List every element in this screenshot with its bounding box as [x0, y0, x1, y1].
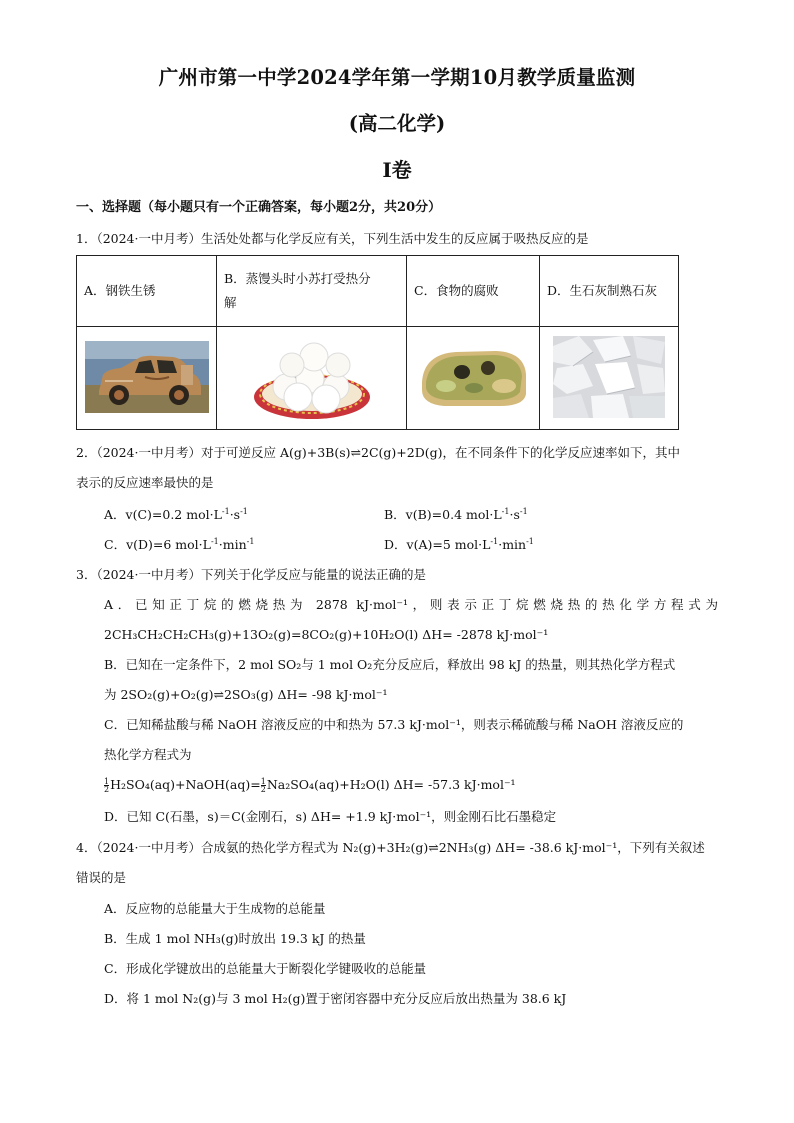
q4-option-b: B．生成 1 mol NH₃(g)时放出 19.3 kJ 的热量	[104, 931, 366, 946]
q3-stem: 3．（2024·一中月考）下列关于化学反应与能量的说法正确的是	[76, 567, 426, 582]
volume-heading: I卷	[382, 158, 412, 182]
q1-image-b-cell	[217, 327, 407, 430]
q3-option-b-line1: B．已知在一定条件下，2 mol SO₂与 1 mol O₂充分反应后，释放出 98 kJ 的热量，则其热化学方程式	[104, 657, 676, 672]
q1-option-d	[540, 256, 679, 327]
q4-option-d: D．将 1 mol N₂(g)与 3 mol H₂(g)置于密闭容器中充分反应后放出热量为 38.6 kJ	[104, 991, 567, 1006]
q1-option-d-label: D．生石灰制熟石灰	[547, 283, 658, 298]
section-heading: 一、选择题（每小题只有一个正确答案，每小题2分，共20分）	[76, 200, 442, 215]
q1-stem: 1．（2024·一中月考）生活处处都与化学反应有关，下列生活中发生的反应属于吸热反应的是	[76, 231, 589, 246]
q1-option-b-label-2: 解	[224, 295, 237, 310]
q1-option-b-label-1: B．蒸馒头时小苏打受热分	[224, 271, 371, 286]
q3-option-c-line2: 热化学方程式为	[104, 747, 192, 762]
q2-option-d: D．v(A)=5 $mol\cdot L^{-1}\cdot\min^{-1}$	[384, 536, 534, 552]
q1-option-a	[77, 256, 217, 327]
q1-image-c-cell	[407, 327, 540, 430]
q4-option-c: C．形成化学键放出的总能量大于断裂化学键吸收的总能量	[104, 961, 427, 976]
q4-stem-line1: 4．（2024·一中月考）合成氨的热化学方程式为 N₂(g)+3H₂(g)⇌2NH₃(g) ΔH= -38.6 kJ·mol⁻¹，下列有关叙述	[76, 840, 705, 855]
q2-option-b: B．v(B)=0.4 $mol\cdot L^{-1}\cdot s^{-1}$	[384, 506, 528, 522]
q1-option-a-label: A．钢铁生锈	[84, 283, 156, 298]
quicklime-image	[553, 336, 665, 418]
q2-option-a: A．v(C)=0.2 $mol\cdot L^{-1}\cdot s^{-1}$	[104, 506, 248, 522]
half-fraction: $\frac{1}{2}$	[104, 777, 110, 794]
q3-option-c-line1: C．已知稀盐酸与稀 NaOH 溶液反应的中和热为 57.3 kJ·mol⁻¹，则表示稀硫酸与稀 NaOH 溶液反应的	[104, 717, 684, 732]
q3-option-c-line3: $\frac{1}{2}$ H₂SO₄(aq)+NaOH(aq)= $\frac{1}{2}$ Na₂SO₄(aq)+H₂O(l) ΔH= -57.3 kJ·mol⁻¹	[104, 777, 516, 794]
q1-image-a-cell	[77, 327, 217, 430]
q1-options-table	[76, 255, 679, 430]
q2-stem-line2: 表示的反应速率最快的是	[76, 475, 214, 490]
q4-stem-line2: 错误的是	[76, 870, 127, 885]
q4-option-a: A．反应物的总能量大于生成物的总能量	[104, 901, 326, 916]
q2-option-c: C．v(D)=6 $mol\cdot L^{-1}\cdot\min^{-1}$	[104, 536, 255, 552]
steamed-buns-image	[252, 331, 372, 423]
q3-option-d: D．已知 C(石墨，s)＝C(金刚石，s) ΔH= +1.9 kJ·mol⁻¹，则金刚石比石墨稳定	[104, 809, 557, 824]
q3-option-b-line2: 为 2SO₂(g)+O₂(g)⇌2SO₃(g) ΔH= -98 kJ·mol⁻¹	[104, 687, 388, 702]
q3-option-a-line2: 2CH₃CH₂CH₂CH₃(g)+13O₂(g)=8CO₂(g)+10H₂O(l) ΔH= -2878 kJ·mol⁻¹	[104, 627, 549, 642]
rusty-car-image	[85, 341, 209, 413]
q1-option-c	[407, 256, 540, 327]
q2-stem-line1: 2．（2024·一中月考）对于可逆反应 A(g)+3B(s)⇌2C(g)+2D(g)，在不同条件下的化学反应速率如下，其中	[76, 445, 680, 460]
q1-option-c-label: C．食物的腐败	[414, 283, 499, 298]
q1-option-b	[217, 256, 407, 327]
moldy-bread-image	[416, 342, 530, 412]
exam-subtitle: (高二化学)	[348, 112, 446, 135]
exam-title: 广州市第一中学2024学年第一学期10月教学质量监测	[158, 66, 636, 89]
q1-image-d-cell	[540, 327, 679, 430]
half-fraction: $\frac{1}{2}$	[260, 777, 266, 794]
q3-option-a-line1: A．已知正丁烷的燃烧热为 2878 kJ·mol⁻¹，则表示正丁烷燃烧热的热化学方程式为	[104, 597, 718, 612]
